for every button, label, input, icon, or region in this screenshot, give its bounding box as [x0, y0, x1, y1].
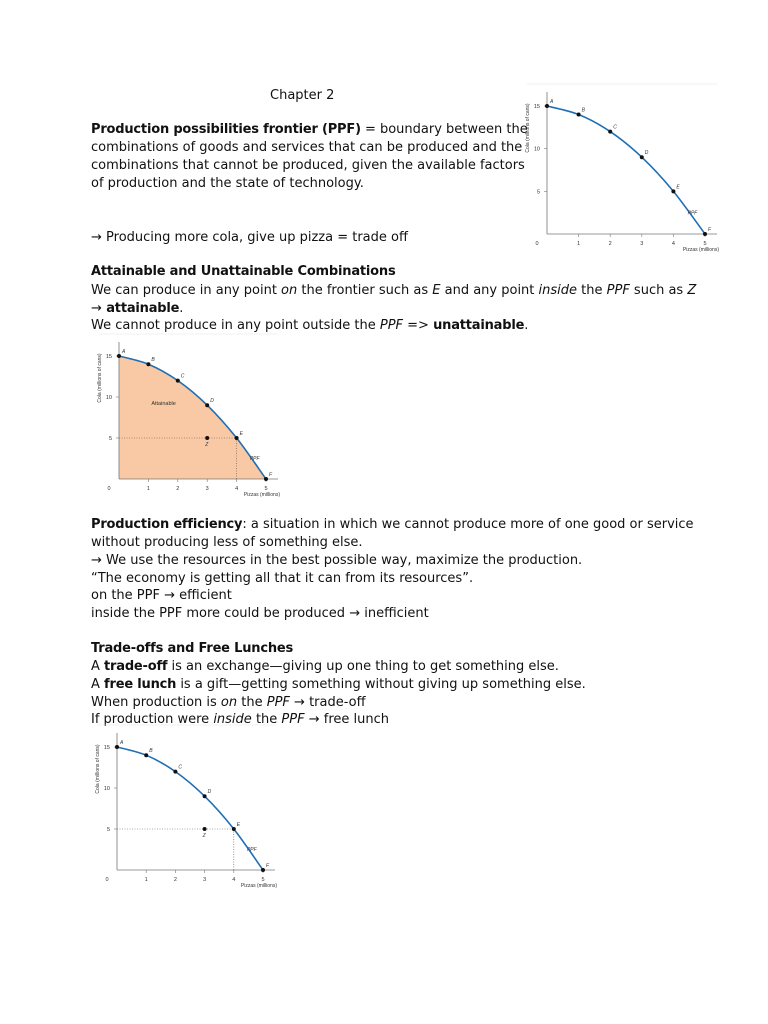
x-axis-label: Pizzas (millions): [240, 883, 277, 889]
curve-label: PPF: [249, 456, 260, 463]
x-tick-label: 2: [608, 241, 612, 247]
data-point-b: [144, 753, 148, 757]
point-label: C: [613, 124, 617, 131]
attainable-text: We can produce in any point: [91, 283, 282, 298]
data-point-e: [235, 436, 239, 440]
ppf-tradeoff-chart: [92, 732, 287, 892]
efficiency-text: inside the PPF more could be produced: [91, 606, 350, 621]
x-tick-label: 3: [640, 241, 644, 247]
data-point-f: [703, 232, 707, 236]
tradeoff-bold: trade-off: [104, 659, 168, 674]
attainable-text: E: [432, 283, 441, 298]
attainable-text: =>: [403, 318, 434, 333]
unattainable-bold: unattainable: [433, 318, 525, 333]
tradeoffs-line-3: [91, 694, 366, 712]
ppf-curve: [547, 106, 705, 234]
y-tick-label: 10: [103, 786, 110, 792]
y-tick-label: 15: [105, 354, 112, 360]
x-tick-label: 3: [205, 486, 209, 492]
y-tick-label: 15: [103, 745, 110, 751]
ppf-definition-line-4: of production and the state of technology.: [91, 176, 364, 191]
attainable-line-1: [91, 282, 696, 300]
attainable-text: Z: [687, 283, 697, 298]
data-point-c: [176, 379, 180, 383]
efficiency-text: efficient: [175, 588, 232, 603]
tradeoffs-text: the: [237, 695, 267, 710]
x-tick-label: 4: [232, 877, 236, 883]
point-label: A: [120, 740, 124, 746]
point-label: E: [676, 184, 680, 191]
attainable-text: PPF: [379, 318, 404, 333]
tradeoffs-text: When production is: [91, 695, 221, 710]
attainable-text: such as: [629, 283, 688, 298]
ppf-definition-text-1: = boundary between the: [360, 122, 528, 137]
point-label: A: [122, 349, 126, 355]
point-label: B: [151, 357, 155, 364]
x-tick-label: 5: [264, 486, 268, 492]
x-tick-label: 3: [203, 877, 207, 883]
tradeoffs-line-2: [91, 676, 586, 694]
attainable-text: We cannot produce in any point outside the: [91, 318, 380, 333]
point-label: B: [581, 107, 585, 114]
data-point-d: [203, 794, 207, 798]
tradeoffs-text: trade-off: [309, 695, 366, 710]
efficiency-text: on the PPF: [91, 588, 165, 603]
y-tick-label: 15: [533, 104, 540, 110]
data-point-z: [205, 436, 209, 440]
tradeoffs-text: A: [91, 659, 105, 674]
tradeoffs-text: PPF: [266, 695, 290, 710]
ppf-chart: [520, 84, 720, 254]
ppf-attainable-chart: [92, 338, 287, 498]
y-tick-label: 10: [533, 146, 540, 153]
x-tick-label: 0: [105, 877, 109, 883]
attainable-bold: attainable: [101, 301, 180, 316]
curve-label: PPF: [687, 210, 698, 217]
ppf-curve: [117, 747, 263, 870]
tradeoff-note: [91, 229, 408, 247]
data-point-f: [264, 477, 268, 481]
point-label: F: [269, 472, 273, 478]
x-tick-label: 5: [261, 877, 265, 883]
attainable-heading: Attainable and Unattainable Combinations: [91, 264, 396, 279]
data-point-c: [608, 130, 612, 134]
arrow-icon: →: [91, 230, 102, 245]
x-tick-label: 0: [535, 241, 539, 247]
x-tick-label: 2: [173, 877, 177, 883]
point-label: B: [149, 748, 153, 755]
efficiency-line-3: [91, 552, 582, 570]
x-tick-label: 5: [703, 241, 707, 247]
attainable-text: PPF: [606, 283, 630, 298]
data-point-e: [671, 189, 675, 193]
attainable-text: on: [281, 283, 298, 298]
tradeoffs-line-4: [91, 711, 389, 729]
tradeoffs-text: the: [251, 712, 282, 727]
efficiency-term: Production efficiency: [91, 517, 243, 532]
data-point-b: [146, 362, 150, 366]
x-axis-label: Pizzas (millions): [682, 247, 719, 253]
arrow-icon: →: [91, 553, 102, 568]
point-label: A: [550, 99, 554, 105]
y-axis-label: Cola (millions of cans): [95, 744, 101, 794]
data-point-a: [117, 354, 121, 358]
curve-label: PPF: [246, 847, 257, 854]
point-label: E: [239, 431, 243, 437]
efficiency-text: inefficient: [360, 606, 429, 621]
tradeoff-note-text: Producing more cola, give up pizza = trade off: [101, 230, 408, 245]
data-point-e: [232, 827, 236, 831]
ppf-definition-line-1: [91, 121, 528, 139]
attainable-text: .: [179, 301, 184, 316]
x-tick-label: 1: [144, 877, 148, 883]
tradeoffs-text: A: [91, 677, 105, 692]
efficiency-line-1: [91, 516, 694, 534]
x-tick-label: 4: [671, 241, 675, 247]
arrow-icon: →: [164, 588, 175, 603]
data-point-a: [545, 104, 549, 108]
tradeoffs-text: PPF: [281, 712, 305, 727]
data-point-a: [115, 745, 119, 749]
attainable-text: inside: [538, 283, 578, 298]
point-label: F: [708, 227, 712, 233]
efficiency-quote: “The economy is getting all that it can from its resources”.: [91, 571, 474, 586]
point-label: D: [207, 789, 212, 796]
tradeoffs-text: is an exchange—giving up one thing to get something else.: [167, 659, 559, 674]
tradeoffs-text: on: [220, 695, 238, 710]
tradeoffs-text: is a gift—getting something without giving up something else.: [176, 677, 586, 692]
arrow-icon: →: [294, 695, 305, 710]
attainable-region: [119, 356, 266, 479]
free-lunch-bold: free lunch: [104, 677, 177, 692]
data-point-c: [173, 770, 177, 774]
point-label: D: [210, 398, 214, 405]
data-point-f: [261, 868, 265, 872]
y-tick-label: 10: [105, 395, 112, 401]
ppf-definition-line-3: combinations that cannot be produced, given the available factors: [91, 158, 525, 173]
x-tick-label: 0: [107, 486, 111, 492]
y-tick-label: 5: [536, 189, 540, 196]
chapter-title: Chapter 2: [270, 88, 335, 103]
tradeoffs-text: inside: [213, 712, 252, 727]
arrow-icon: →: [91, 301, 102, 316]
arrow-icon: →: [308, 712, 320, 727]
point-label: D: [644, 150, 649, 157]
x-tick-label: 4: [235, 486, 239, 492]
region-label: Attainable: [151, 401, 176, 408]
ppf-definition-line-2: combinations of goods and services that can be produced and the: [91, 140, 523, 155]
y-tick-label: 5: [108, 436, 112, 442]
point-label: Z: [205, 442, 209, 448]
attainable-line-3: [91, 317, 528, 335]
x-tick-label: 1: [146, 486, 150, 492]
attainable-text: .: [524, 318, 529, 333]
point-label: E: [236, 822, 241, 828]
y-tick-label: 5: [106, 827, 110, 833]
x-axis-label: Pizzas (millions): [243, 492, 280, 498]
ppf-term: Production possibilities frontier (PPF): [91, 122, 361, 137]
attainable-text: and any point: [440, 283, 539, 298]
point-label: C: [178, 764, 183, 771]
x-tick-label: 2: [176, 486, 180, 492]
y-axis-label: Cola (millions of cans): [525, 103, 531, 153]
efficiency-on-ppf: [91, 587, 232, 605]
tradeoffs-heading: Trade-offs and Free Lunches: [91, 641, 294, 656]
y-axis-label: Cola (millions of cans): [97, 353, 103, 403]
data-point-d: [205, 403, 209, 407]
x-tick-label: 1: [577, 241, 581, 247]
attainable-line-2: [91, 300, 183, 318]
point-label: F: [266, 863, 270, 869]
efficiency-text: : a situation in which we cannot produce more of one good or service: [242, 517, 694, 532]
data-point-z: [203, 827, 207, 831]
efficiency-line-2: without producing less of something else.: [91, 535, 363, 550]
efficiency-text: We use the resources in the best possible way, maximize the production.: [101, 553, 583, 568]
attainable-text: the frontier such as: [297, 283, 433, 298]
data-point-d: [640, 155, 644, 159]
efficiency-inside-ppf: [91, 605, 429, 623]
tradeoffs-text: If production were: [91, 712, 214, 727]
data-point-b: [577, 113, 581, 117]
arrow-icon: →: [349, 606, 361, 621]
point-label: Z: [202, 833, 206, 839]
tradeoffs-text: free lunch: [323, 712, 390, 727]
tradeoffs-line-1: [91, 658, 559, 676]
point-label: C: [180, 373, 185, 380]
attainable-text: the: [577, 283, 607, 298]
